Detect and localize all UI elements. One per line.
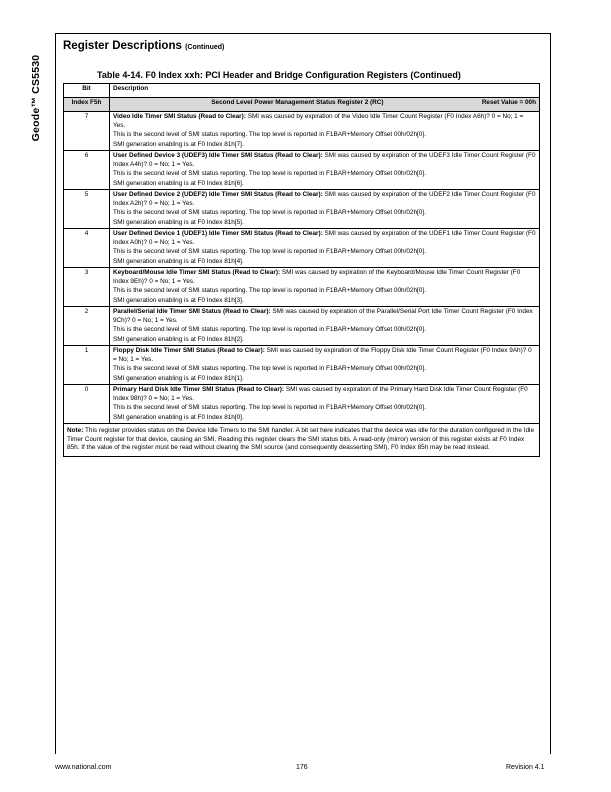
- bit-text: SMI was caused by expiration of the Floppy Disk Idle Timer Count Register (F0 Index 9Ah)? 0 = No; 1 = Yes.: [113, 347, 532, 363]
- table-note: [64, 424, 540, 457]
- note-text: This register provides status on the Device Idle Timers to the SMI handler. A bit set here indicates that the device was idle for the duration configured in the Idle Timer Count register for that device, causing an SMI. Reading this register clears the SMI status bits. A read-only (mirror) version of this register exists at F0 Index 85h. If the value of the register must be read without clearing the SMI source (and consequently deasserting SMI), F0 Index 85h may be read instead.: [67, 427, 535, 451]
- section-title-text: Register Descriptions: [63, 40, 182, 52]
- bit-enable-location: SMI generation enabling is at F0 Index 81h[2].: [113, 335, 244, 343]
- side-product-title: [27, 40, 45, 155]
- bit-status-level: This is the second level of SMI status reporting. The top level is reported in F1BAR+Memory Offset 00h/02h[0].: [113, 326, 426, 333]
- column-header-description: Description: [110, 84, 540, 98]
- table-note-row: [64, 424, 540, 457]
- table-row: [64, 346, 540, 385]
- bit-enable-location: SMI generation enabling is at F0 Index 81h[6].: [113, 179, 244, 187]
- bit-number: 5: [64, 190, 110, 229]
- bit-status-level: This is the second level of SMI status reporting. The top level is reported in F1BAR+Memory Offset 00h/02h[0].: [113, 131, 426, 138]
- table-row: [64, 307, 540, 346]
- register-reset-value: Reset Value = 00h: [481, 99, 536, 106]
- bit-description: [110, 307, 540, 346]
- bit-enable-location: SMI generation enabling is at F0 Index 81h[0].: [113, 413, 244, 421]
- bit-description: [110, 190, 540, 229]
- bit-status-level: This is the second level of SMI status reporting. The top level is reported in F1BAR+Memory Offset 00h/02h[0].: [113, 365, 426, 372]
- table-row: [64, 385, 540, 424]
- bit-description: [110, 385, 540, 424]
- table-row: [64, 112, 540, 151]
- bit-number: 3: [64, 268, 110, 307]
- bit-number: 7: [64, 112, 110, 151]
- footer-revision: Revision 4.1: [506, 764, 545, 771]
- bit-text: SMI was caused by expiration of the Parallel/Serial Port Idle Timer Count Register (F0 Index 9Ch)? 0 = No; 1 = Yes.: [113, 308, 533, 324]
- register-subheader: [110, 98, 540, 112]
- bit-title: Keyboard/Mouse Idle Timer SMI Status (Read to Clear):: [113, 269, 281, 276]
- section-title: [63, 40, 224, 52]
- bit-status-level: This is the second level of SMI status reporting. The top level is reported in F1BAR+Memory Offset 00h/02h[0].: [113, 404, 426, 411]
- bit-enable-location: SMI generation enabling is at F0 Index 81h[1].: [113, 374, 244, 382]
- bit-title: User Defined Device 3 (UDEF3) Idle Timer SMI Status (Read to Clear):: [113, 152, 323, 159]
- table-row: [64, 190, 540, 229]
- bit-enable-location: SMI generation enabling is at F0 Index 81h[4].: [113, 257, 244, 265]
- bit-description: [110, 346, 540, 385]
- side-product-title-text: Geode™ CS5530: [30, 54, 42, 141]
- column-header-bit: Bit: [64, 84, 110, 98]
- table-row: [64, 229, 540, 268]
- bit-enable-location: SMI generation enabling is at F0 Index 81h[7].: [113, 140, 244, 148]
- bit-text: SMI was caused by expiration of the UDEF3 Idle Timer Count Register (F0 Index A4h)? 0 = No; 1 = Yes.: [113, 152, 536, 168]
- bit-number: 0: [64, 385, 110, 424]
- bit-title: Floppy Disk Idle Timer SMI Status (Read to Clear):: [113, 347, 265, 354]
- bit-status-level: This is the second level of SMI status reporting. The top level is reported in F1BAR+Memory Offset 00h/02h[0].: [113, 287, 426, 294]
- bit-description: [110, 268, 540, 307]
- section-title-continued: (Continued): [185, 44, 225, 51]
- register-table: [63, 83, 540, 457]
- bit-number: 4: [64, 229, 110, 268]
- bit-text: SMI was caused by expiration of the UDEF2 Idle Timer Count Register (F0 Index A2h)? 0 = No; 1 = Yes.: [113, 191, 536, 207]
- bit-status-level: This is the second level of SMI status reporting. The top level is reported in F1BAR+Memory Offset 00h/02h[0].: [113, 209, 426, 216]
- bit-enable-location: SMI generation enabling is at F0 Index 81h[3].: [113, 296, 244, 304]
- page-frame-left-rule: [55, 34, 56, 754]
- bit-title: User Defined Device 1 (UDEF1) Idle Timer SMI Status (Read to Clear):: [113, 230, 323, 237]
- bit-status-level: This is the second level of SMI status reporting. The top level is reported in F1BAR+Memory Offset 00h/02h[0].: [113, 248, 426, 255]
- note-label: Note:: [67, 427, 84, 434]
- bit-number: 2: [64, 307, 110, 346]
- bit-status-level: This is the second level of SMI status reporting. The top level is reported in F1BAR+Memory Offset 00h/02h[0].: [113, 170, 426, 177]
- footer-website: www.national.com: [55, 764, 112, 771]
- bit-number: 6: [64, 151, 110, 190]
- bit-enable-location: SMI generation enabling is at F0 Index 81h[5].: [113, 218, 244, 226]
- bit-description: [110, 112, 540, 151]
- bit-title: User Defined Device 2 (UDEF2) Idle Timer SMI Status (Read to Clear):: [113, 191, 323, 198]
- bit-text: SMI was caused by expiration of the UDEF1 Idle Timer Count Register (F0 Index A0h)? 0 = No; 1 = Yes.: [113, 230, 536, 246]
- bit-text: SMI was caused by expiration of the Keyboard/Mouse Idle Timer Count Register (F0 Index 9Eh)? 0 = No; 1 = Yes.: [113, 269, 521, 285]
- bit-text: SMI was caused by expiration of the Primary Hard Disk Idle Timer Count Register (F0 Index 98h)? 0 = No; 1 = Yes.: [113, 386, 528, 402]
- register-index: Index F5h: [64, 98, 110, 112]
- register-name: Second Level Power Management Status Register 2 (RC): [211, 99, 384, 106]
- table-title: Table 4-14. F0 Index xxh: PCI Header and Bridge Configuration Registers (Continued): [97, 70, 461, 80]
- register-subheader-row: [64, 98, 540, 112]
- bit-description: [110, 151, 540, 190]
- footer-page-number: 176: [296, 764, 308, 771]
- table-row: [64, 151, 540, 190]
- bit-title: Primary Hard Disk Idle Timer SMI Status (Read to Clear):: [113, 386, 285, 393]
- table-header-row: [64, 84, 540, 98]
- bit-number: 1: [64, 346, 110, 385]
- bit-title: Parallel/Serial Idle Timer SMI Status (Read to Clear):: [113, 308, 271, 315]
- bit-text: SMI was caused by expiration of the Video Idle Timer Count Register (F0 Index A6h)? 0 = No; 1 = Yes.: [113, 113, 524, 129]
- bit-description: [110, 229, 540, 268]
- table-row: [64, 268, 540, 307]
- bit-title: Video Idle Timer SMI Status (Read to Clear):: [113, 113, 246, 120]
